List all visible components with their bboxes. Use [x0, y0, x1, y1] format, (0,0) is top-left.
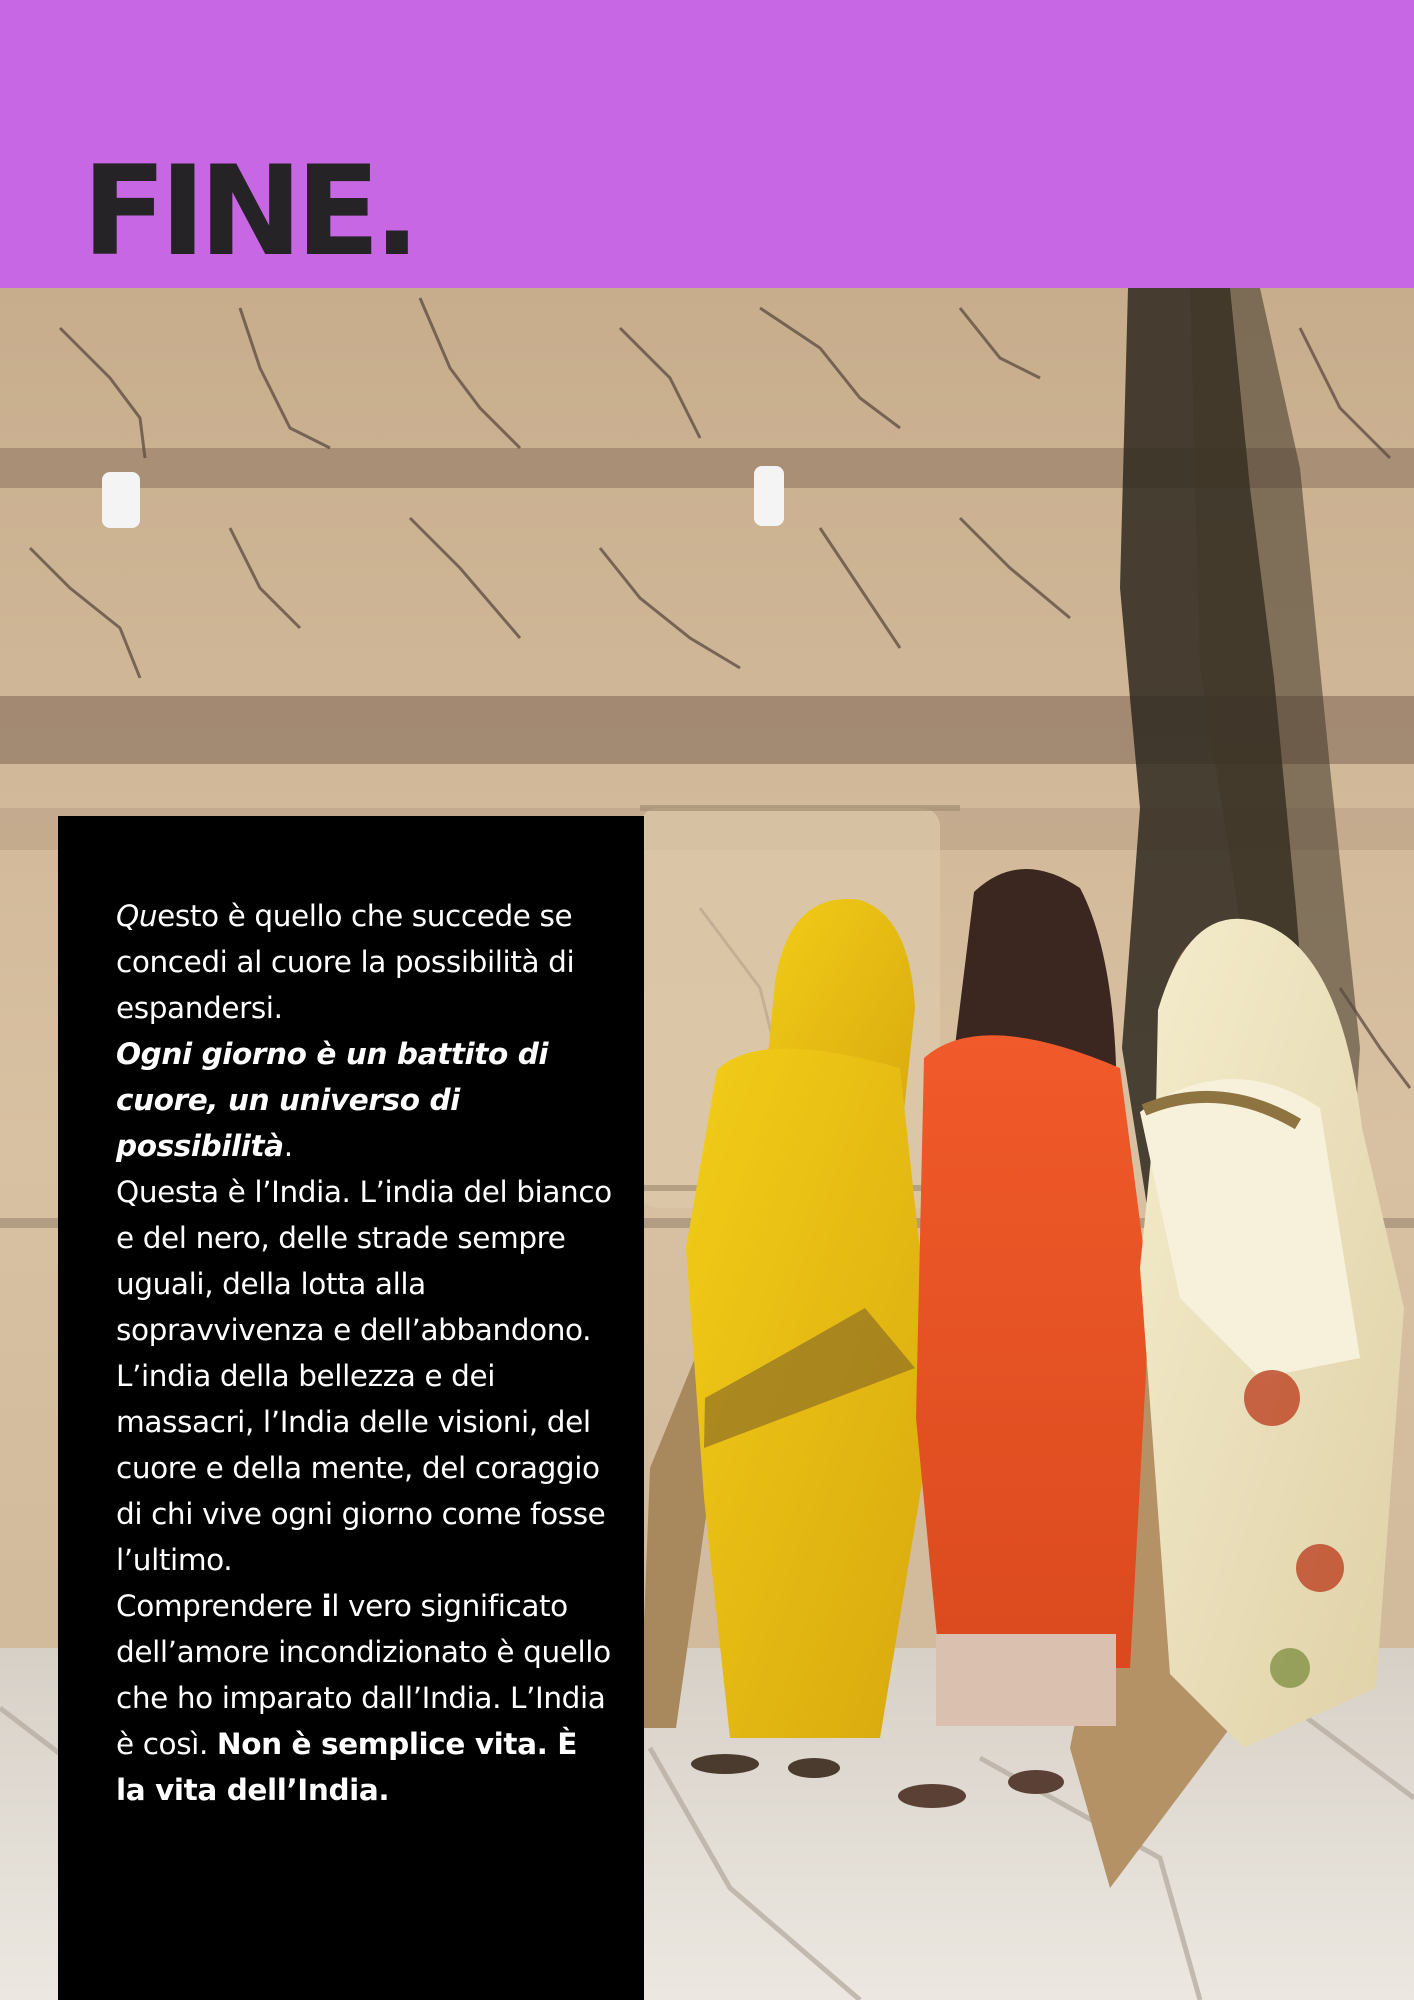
- header-band: [0, 0, 1414, 288]
- intro-text: esto è quello che succede se concedi al cuore la possibilità di espandersi.: [116, 899, 575, 1025]
- intro-italic-fragment: Qu: [116, 899, 158, 933]
- comprehension-start: Comprendere: [116, 1589, 322, 1623]
- india-description: Questa è l’India. L’india del bianco e del nero, delle strade sempre uguali, della lotta alla sopravvivenza e dell’abbandono. L’india della bellezza e dei massacri, l’India delle visioni, del cuore e della mente, del coraggio di chi vive ogni giorno come fosse l’ultimo.: [116, 1175, 612, 1577]
- quote-period: .: [283, 1129, 293, 1163]
- comprehension-text: l vero significato dell’amore incondizionato è quello che ho imparato dall’India. L’India è così.: [116, 1589, 611, 1761]
- bold-italic-quote: Ogni giorno è un battito di cuore, un universo di possibilità: [116, 1037, 549, 1163]
- bold-i-letter: i: [321, 1589, 332, 1623]
- text-body: [116, 893, 616, 1813]
- closing-bold-text: Non è semplice vita. È la vita dell’India.: [116, 1727, 578, 1807]
- page-title: FINE.: [82, 140, 414, 284]
